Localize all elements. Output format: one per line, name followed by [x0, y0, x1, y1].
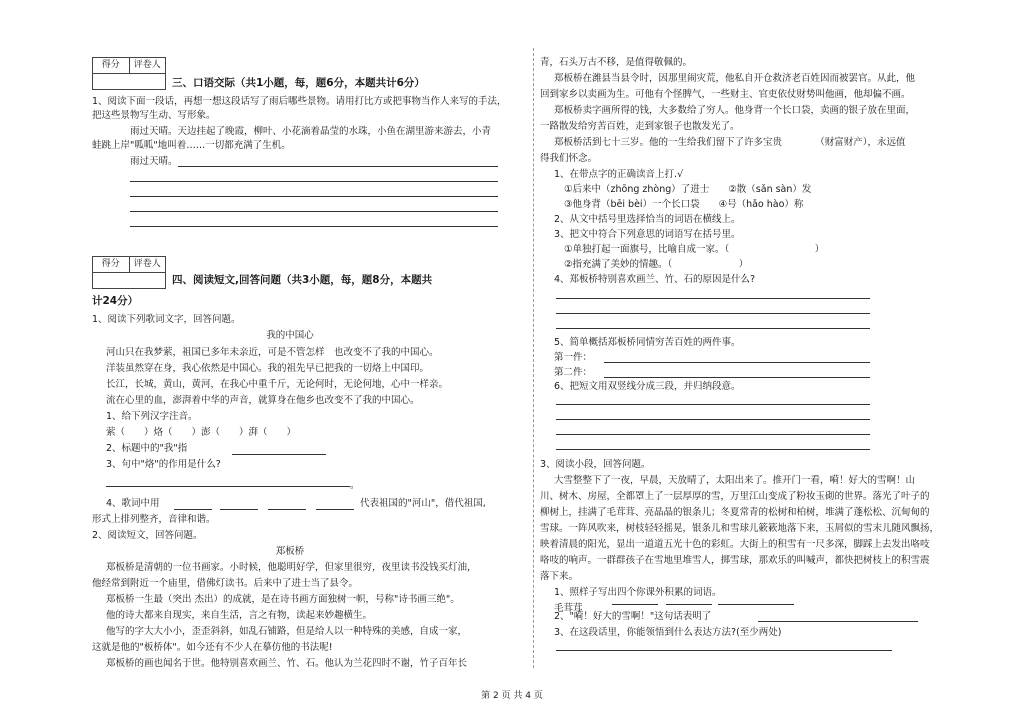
- r-q3-title: 3、阅读小段，回答问题。: [540, 459, 651, 470]
- s4-q1: 1、阅读下列歌词文字，回答问题。: [92, 314, 241, 325]
- grader-label: 评卷人: [133, 259, 161, 269]
- answer-line[interactable]: [556, 650, 892, 651]
- answer-line[interactable]: [174, 509, 212, 510]
- r-q2: 2、从文中括号里选择恰当的词语在横线上。: [554, 214, 741, 225]
- s3-passage-line2: 蛙跳上岸"呱呱"地叫着……一切都充满了生机。: [92, 140, 291, 151]
- score-box-4-blank: [92, 272, 166, 289]
- r-q4: 4、郑板桥特别喜欢画兰、竹、石的原因是什么?: [554, 274, 756, 285]
- story-line: 回到家乡以卖画为生。可他有个怪脾气，一些财主、官吏依仗财势叫他画，他却偏不画。: [540, 89, 911, 100]
- snow-line: 川、树木、房屋，全都罩上了一层厚厚的雪，万里江山变成了粉妆玉砌的世界。落光了叶子的: [540, 491, 930, 502]
- s3-answer-start: 雨过天晴。: [130, 156, 178, 167]
- answer-line[interactable]: [220, 509, 258, 510]
- s4-sub4a: 4、歌词中用: [106, 498, 160, 509]
- r-q1a[interactable]: ①后来中（zhōng zhòng）了进士 ②散（sǎn sàn）发: [564, 184, 812, 195]
- s4-sub3: 3、句中"烙"的作用是什么?: [106, 459, 221, 470]
- story-line: 郑板桥活到七十三岁。他的一生给我们留下了许多宝贵 （财富财产），永远值: [554, 137, 906, 148]
- r-q3: 3、把文中符合下列意思的词语写在括号里。: [554, 229, 741, 240]
- score-box-3: [92, 57, 166, 74]
- story-title: 郑板桥: [275, 546, 305, 557]
- poem-line: 长江，长城，黄山，黄河，在我心中重千斤，无论何时，无论何地，心中一样亲。: [106, 379, 449, 390]
- r-q1b[interactable]: ③他身背（bēi bèi）一个长口袋 ④号（hǎo hào）称: [564, 199, 804, 210]
- snow-line: 雪球。一阵风吹来，树枝轻轻摇晃，银条儿和雪球儿簌簌地落下来，玉屑似的雪末儿随风飘扬，: [540, 523, 940, 534]
- answer-line[interactable]: [130, 181, 498, 182]
- story-line: 他写的字大大小小，歪歪斜斜，如乱石铺路，但是给人以一种特殊的美感，自成一家，: [106, 626, 468, 637]
- page-footer: 第 2 页 共 4 页: [481, 691, 543, 701]
- score-box-3-blank: [92, 73, 166, 90]
- s-q3: 3、在这段话里，你能领悟到什么表达方法?(至少两处): [554, 627, 782, 638]
- r-q3a[interactable]: ①单独打起一面旗号，比喻自成一家。（ ）: [564, 244, 825, 255]
- answer-line[interactable]: [556, 419, 870, 420]
- poem-line: 流在心里的血，澎湃着中华的声音，就算身在他乡也改变不了我的中国心。: [106, 395, 420, 406]
- grader-label: 评卷人: [133, 60, 161, 70]
- story-line: 他的诗大都来自现实，来自生活，言之有物，读起来妙趣横生。: [106, 610, 373, 621]
- answer-line[interactable]: [232, 454, 326, 455]
- r-q5b: 第二件：: [554, 367, 593, 378]
- answer-line[interactable]: [556, 313, 870, 314]
- s4-sub1: 1、给下列汉字注音。: [106, 411, 198, 422]
- story-line: 得我们怀念。: [540, 153, 598, 164]
- answer-line[interactable]: [130, 196, 498, 197]
- story-line: 郑板桥的画也闻名于世。他特别喜欢画兰、竹、石。他认为兰花四时不谢，竹子百年长: [106, 658, 468, 669]
- story-line: 一路散发给穷苦百姓，走到家银子也散发光了。: [540, 121, 740, 132]
- story-line: 郑板桥在潍县当县令时，因那里闹灾荒，他私自开仓救济老百姓因而被罢官。从此，他: [554, 73, 916, 84]
- r-q5: 5、简单概括郑板桥同情穷苦百姓的两件事。: [554, 337, 741, 348]
- s3-passage-line1: 雨过天晴。天边挂起了晚霞，柳叶、小花滴着晶莹的水珠，小鱼在湖里游来游去，小青: [130, 126, 492, 137]
- story-line: 他经常到附近一个庙里，借佛灯读书。后来中了进士当了县令。: [92, 578, 359, 589]
- snow-line: 大雪整整下了一夜，早晨，天放晴了，太阳出来了。推开门一看，嗬！好大的雪啊！山: [554, 475, 916, 486]
- answer-line[interactable]: [604, 377, 870, 378]
- s4-sub1-chars[interactable]: 萦（ ）烙（ ）澎（ ）湃（ ）: [106, 427, 297, 438]
- answer-line[interactable]: [556, 298, 870, 299]
- r-q1: 1、在带点字的正确读音上打.√: [554, 169, 684, 180]
- s-q1: 1、照样子写出四个你课外积累的词语。: [554, 587, 722, 598]
- s-q1-example: 毛茸茸: [554, 603, 583, 614]
- snow-line: 落下来。: [540, 571, 579, 582]
- s4-sub4c: 形式上排列整齐，音律和谐。: [92, 514, 216, 525]
- answer-line[interactable]: [604, 362, 870, 363]
- answer-line[interactable]: [556, 434, 870, 435]
- snow-line: 咯吱的响声。一群群孩子在雪地里堆雪人，掷雪球，那欢乐的叫喊声，都快把树枝上的积雪震: [540, 555, 930, 566]
- section3-title: 三、口语交际（共1小题，每，题6分，本题共计6分）: [172, 77, 425, 89]
- answer-line[interactable]: [556, 449, 870, 450]
- s4-q2: 2、阅读短文，回答问题。: [92, 530, 203, 541]
- score-label: 得分: [93, 257, 130, 272]
- answer-line[interactable]: [556, 328, 870, 329]
- r-q5a: 第一件：: [554, 352, 593, 363]
- answer-line[interactable]: [556, 404, 870, 405]
- answer-line[interactable]: [612, 604, 658, 605]
- r-q3b[interactable]: ②指充满了美妙的情趣。（ ）: [564, 259, 749, 270]
- answer-line[interactable]: [130, 211, 498, 212]
- score-box-4: [92, 256, 166, 273]
- column-divider: [533, 48, 534, 668]
- story-line: 郑板桥一生最（突出 杰出）的成就，是在诗书画方面独树一帜，号称"诗书画三绝"。: [106, 594, 460, 605]
- answer-line[interactable]: [106, 486, 350, 487]
- poem-line: 洋装虽然穿在身，我心依然是中国心。我的祖先早已把我的一切烙上中国印。: [106, 363, 430, 374]
- snow-line: 柳树上，挂满了毛茸茸、亮晶晶的银条儿；冬夏常青的松树和柏树，堆满了蓬松松、沉甸甸的: [540, 507, 930, 518]
- section4-title-cont: 计24分）: [92, 295, 139, 307]
- s-q2: 2、"嗬！好大的雪啊！"这句话表明了: [554, 611, 712, 622]
- snow-line: 映着清晨的阳光，显出一道道五光十色的彩虹。大街上的积雪有一尺多深，脚踩上去发出咯吱: [540, 539, 930, 550]
- s4-sub4b: 代表祖国的"河山"，借代祖国,: [360, 498, 486, 509]
- story-line: 郑板桥卖字画所得的钱，大多数给了穷人。他身背一个长口袋，卖画的银子放在里面，: [554, 105, 916, 116]
- s3-q1-line1: 1、阅读下面一段话，再想一想这段话写了雨后哪些景物。请用打比方或把事物当作人来写的手法，: [92, 96, 507, 107]
- answer-line[interactable]: [178, 166, 498, 167]
- answer-line[interactable]: [316, 509, 354, 510]
- story-line: 青，石头万古不移，是值得敬佩的。: [540, 57, 693, 68]
- section4-title: 四、阅读短文,回答问题（共3小题，每，题8分，本题共: [172, 274, 433, 286]
- story-line: 郑板桥是清朝的一位书画家。小时候，他聪明好学，但家里很穷，夜里读书没钱买灯油，: [106, 562, 477, 573]
- answer-line[interactable]: [758, 621, 918, 622]
- s4-sub2: 2、标题中的"我"指: [106, 443, 188, 454]
- answer-line[interactable]: [752, 604, 794, 605]
- story-line: 这就是他的"板桥体"。如今还有不少人在摹仿他的书法呢!: [92, 642, 333, 653]
- answer-line[interactable]: [666, 604, 712, 605]
- answer-line[interactable]: [130, 226, 498, 227]
- poem-title: 我的中国心: [266, 330, 314, 341]
- answer-line[interactable]: [268, 509, 306, 510]
- poem-line: 河山只在我梦萦，祖国已多年未亲近，可是不管怎样 也改变不了我的中国心。: [106, 347, 439, 358]
- r-q6: 6、把短文用双竖线分成三段，并归纳段意。: [554, 381, 741, 392]
- s3-q1-line2: 把这些景物写生动、写形象。: [92, 110, 216, 121]
- score-label: 得分: [93, 58, 130, 73]
- period: 。: [350, 480, 360, 491]
